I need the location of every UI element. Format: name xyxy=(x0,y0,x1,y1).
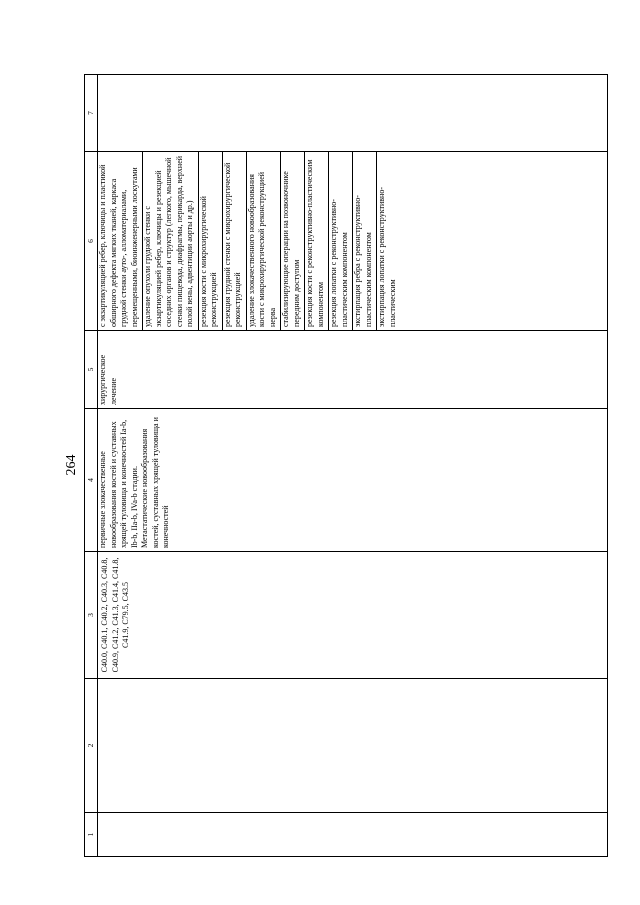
cell-diagnosis: первичные злокачественные новообразования костей и суставных хрящей туловища и конечностей Ia-b, Ib-b, IIa-b, IVa-b стадии. Метастатические новообразования костей, суставных хрящей туловища и конечностей xyxy=(98,409,608,552)
method-item: резекция кости с реконструктивно-пластическим компонентом xyxy=(304,152,328,330)
method-item: удаление злокачественного новообразования кости с микрохирургической реконструкцией нерва xyxy=(246,152,281,330)
cell-group xyxy=(98,679,608,813)
cell-extra xyxy=(98,75,608,152)
method-item: стабилизирующие операции на позвоночнике передним доступом xyxy=(280,152,304,330)
method-item: резекция грудной стенки с микрохирургической реконструкцией xyxy=(222,152,246,330)
method-item: резекция лопатки с реконструктивно-пластическим компонентом xyxy=(328,152,352,330)
header-col-5: 5 xyxy=(85,331,98,409)
method-item: резекция кости с микрохирургической реконструкцией xyxy=(198,152,222,330)
header-col-6: 6 xyxy=(85,152,98,331)
header-col-7: 7 xyxy=(85,75,98,152)
cell-treatment-type: хирургическое лечение xyxy=(98,331,608,409)
header-col-4: 4 xyxy=(85,409,98,552)
method-item: с экзартикуляцией ребер, ключицы и пластикой обширного дефекта мягких тканей, каркаса грудной стенки ауто-, алломатериалами, перемещенными, биоинженерными лоскутами xyxy=(98,164,139,327)
header-col-3: 3 xyxy=(85,552,98,679)
page-number: 264 xyxy=(64,454,79,476)
procedure-table xyxy=(84,74,608,857)
method-item: удаление опухоли грудной стенки с экзартикуляцией ребер, ключицы и резекцией соседних органов и структур (легкого, мышечной стенки пищевода, диафрагмы, перикарда, верхней полой вены, адвентиции аорты и др.) xyxy=(142,152,198,330)
table-row xyxy=(98,75,608,857)
method-item: экстирпация лопатки с реконструктивно-пластическим xyxy=(376,152,400,330)
header-col-2: 2 xyxy=(85,679,98,813)
header-row xyxy=(85,75,98,857)
rotated-table-area xyxy=(84,75,609,857)
cell-number xyxy=(98,813,608,857)
method-item: экстирпация ребра с реконструктивно-пластическим компонентом xyxy=(352,152,376,330)
cell-methods xyxy=(98,152,608,331)
cell-icd-codes: C40.0, C40.1, C40.2, C40.3, C40.8, C40.9, C41.2, C41.3, C41.4, C41.8, C41.9, C79.5, C43.5 xyxy=(98,552,608,679)
header-col-1: 1 xyxy=(85,813,98,857)
